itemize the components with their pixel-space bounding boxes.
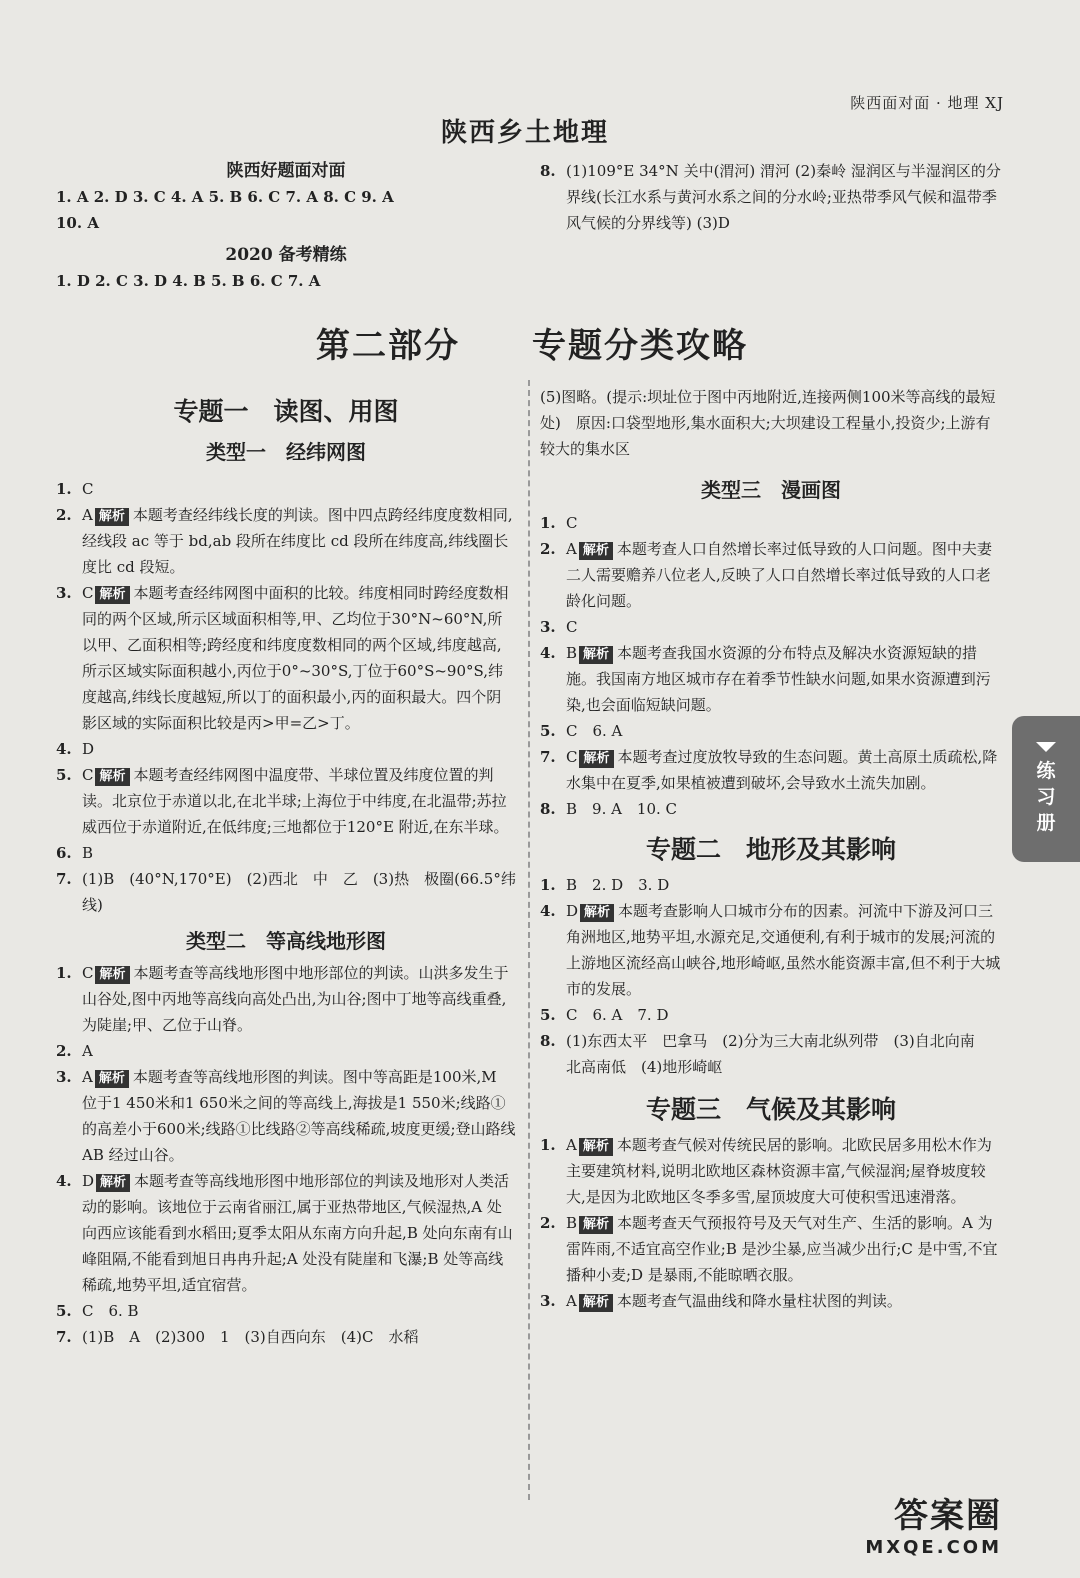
answer-text: D [566, 902, 579, 920]
answers-2020: 1. D 2. C 3. D 4. B 5. B 6. C 7. A [56, 272, 321, 290]
list-item [56, 736, 516, 762]
item-body [82, 476, 516, 502]
item-body [82, 1168, 516, 1298]
left-top-block [56, 158, 516, 294]
item-body [82, 762, 516, 840]
analysis-tag: 解析 [579, 1138, 613, 1156]
explanation-text: 本题考查经纬网图中温度带、半球位置及纬度位置的判读。北京位于赤道以北,在北半球;上海位于中纬度,在北温带;苏拉威西位于赤道附近,在低纬度;三地都位于120°E 附近,在东半球。 [82, 766, 509, 836]
item-number: 7. [56, 1328, 72, 1346]
item-body [566, 1028, 1002, 1080]
list-item [540, 744, 1002, 796]
list-item [56, 476, 516, 502]
answer-text: C [82, 964, 94, 982]
type-3-list [540, 510, 1002, 822]
list-item [540, 1210, 1002, 1288]
answer-text: C 6. A 7. D [566, 1006, 669, 1024]
topic-2-heading: 专题二 地形及其影响 [645, 835, 896, 864]
answer-text: B 2. D 3. D [566, 876, 670, 894]
item-body [566, 1132, 1002, 1210]
explanation-text: 本题考查气候对传统民居的影响。北欧民居多用松木作为主要建筑材料,说明北欧地区森林资源丰富,气候湿润;屋脊坡度较大,是因为北欧地区冬季多雪,屋顶坡度大可使积雪迅速滑落。 [566, 1136, 992, 1206]
explanation-text: 本题考查天气预报符号及天气对生产、生活的影响。A 为雷阵雨,不适宜高空作业;B 是沙尘暴,应当减少出行;C 是中雪,不宜播种小麦;D 是暴雨,不能晾晒衣服。 [566, 1214, 998, 1284]
type-1-list [56, 476, 516, 918]
item-number: 1. [56, 480, 72, 498]
answer-text: (1)东西太平 巴拿马 (2)分为三大南北纵列带 (3)自北向南 北高南低 (4)地形崎岖 [566, 1032, 990, 1076]
list-item [56, 1324, 516, 1350]
practice-book-tab [1012, 716, 1080, 862]
answer-text: B [566, 644, 578, 662]
list-item [56, 1038, 516, 1064]
explanation-text: 本题考查等高线地形图中地形部位的判读。山洪多发生于山谷处,图中丙地等高线向高处凸出,为山谷;图中丁地等高线重叠,为陡崖;甲、乙位于山脊。 [82, 964, 509, 1034]
item-number: 2. [56, 1042, 72, 1060]
analysis-tag: 解析 [579, 1294, 613, 1312]
list-item [56, 1168, 516, 1298]
analysis-tag: 解析 [579, 1216, 613, 1234]
answer-text: A [566, 540, 577, 558]
answer-text: C [82, 480, 94, 498]
explanation-text: 本题考查气温曲线和降水量柱状图的判读。 [616, 1292, 902, 1310]
answer-text: D [82, 740, 95, 758]
answer-text: A [566, 1292, 577, 1310]
list-item [540, 536, 1002, 614]
item-number: 4. [540, 644, 556, 662]
item-number: 8. [540, 800, 556, 818]
list-item [540, 640, 1002, 718]
item-number: 1. [540, 1136, 556, 1154]
item-number: 1. [540, 514, 556, 532]
list-item [56, 580, 516, 736]
item-number: 5. [56, 766, 72, 784]
item-body [82, 1324, 516, 1350]
item-number: 6. [56, 844, 72, 862]
item-body [566, 744, 1002, 796]
type-2-heading: 类型二 等高线地形图 [186, 929, 386, 953]
list-item [540, 1288, 1002, 1314]
item-body [566, 1002, 1002, 1028]
section-good-questions: 陕西好题面对面 [226, 161, 346, 181]
list-item [540, 872, 1002, 898]
item-number: 5. [540, 722, 556, 740]
item-body [566, 718, 1002, 744]
explanation-text: 本题考查等高线地形图的判读。图中等高距是100米,M 位于1 450米和1 650米之间的等高线上,海拔是1 550米;线路①的高差小于600米;线路①比线路②等高线稀疏,坡度更缓;登山路线 AB 经过山谷。 [82, 1068, 516, 1164]
tab-arrow-icon [1036, 742, 1056, 752]
watermark-logo: 答案圈 [894, 1496, 1002, 1536]
analysis-tag: 解析 [580, 904, 614, 922]
item-body [566, 1210, 1002, 1288]
answer-text: C [566, 514, 578, 532]
answer-text: A [82, 1042, 93, 1060]
item-body [82, 1298, 516, 1324]
item-body [82, 580, 516, 736]
answer-text: C [82, 584, 94, 602]
item-number: 2. [540, 540, 556, 558]
explanation-text: 本题考查人口自然增长率过低导致的人口问题。图中夫妻二人需要赡养八位老人,反映了人口自然增长率过低导致的人口老龄化问题。 [566, 540, 992, 610]
analysis-tag: 解析 [579, 750, 613, 768]
item-body [82, 840, 516, 866]
good-answers-line2: 10. A [56, 214, 99, 232]
answer-text: B 9. A 10. C [566, 800, 678, 818]
explanation-text: 本题考查影响人口城市分布的因素。河流中下游及河口三角洲地区,地势平坦,水源充足,交通便利,有利于城市的发展;河流的上游地区流经高山峡谷,地形崎岖,虽然水能资源丰富,但不利于大城市的发展。 [566, 902, 1001, 998]
right-top-block [540, 158, 1002, 236]
item-number: 2. [56, 506, 72, 524]
answer-text: (1)B A (2)300 1 (3)自西向东 (4)C 水稻 [82, 1328, 419, 1346]
answer-text: C [566, 748, 578, 766]
item-number: 8. [540, 162, 556, 180]
item-body [82, 960, 516, 1038]
item-body [82, 1064, 516, 1168]
explanation-text: 本题考查经纬线长度的判读。图中四点跨经纬度度数相同,经线段 ac 等于 bd,ab 段所在纬度比 cd 段所在纬度高,纬线圈长度比 cd 段短。 [82, 506, 513, 576]
explanation-text: 本题考查经纬网图中面积的比较。纬度相同时跨经度数相同的两个区域,所示区域面积相等,甲、乙均位于30°N~60°N,所以甲、乙面积相等;跨经度和纬度度数相同的两个区域,纬度越高,所示区域实际面积越小,丙位于0°~30°S,丁位于60°S~90°S,纬度越高,纬线长度越短,所以丁的面积最小,丙的面积最大。四个阴影区域的实际面积比较是丙>甲=乙>丁。 [82, 584, 509, 732]
list-item [56, 866, 516, 918]
list-item [540, 614, 1002, 640]
item-number: 4. [56, 1172, 72, 1190]
item-number: 3. [56, 584, 72, 602]
tab-char: 练 [1036, 760, 1056, 782]
item-number: 7. [540, 748, 556, 766]
list-item [56, 502, 516, 580]
list-item [56, 1064, 516, 1168]
tab-char: 册 [1036, 812, 1056, 834]
item-text: (1)109°E 34°N 关中(渭河) 渭河 (2)秦岭 湿润区与半湿润区的分界线(长江水系与黄河水系之间的分水岭;亚热带季风气候和温带季风气候的分界线等) (3)D [566, 162, 1001, 232]
analysis-tag: 解析 [95, 768, 129, 786]
item-body [82, 1038, 516, 1064]
answer-text: A [566, 1136, 577, 1154]
item-number: 1. [56, 964, 72, 982]
item-number: 5. [56, 1302, 72, 1320]
list-item [540, 796, 1002, 822]
item-body [566, 510, 1002, 536]
item-body [82, 736, 516, 762]
answer-text: C 6. A [566, 722, 623, 740]
item-number: 7. [56, 870, 72, 888]
item-body [566, 1288, 1002, 1314]
list-item [540, 1132, 1002, 1210]
explanation-text: 本题考查等高线地形图中地形部位的判读及地形对人类活动的影响。该地位于云南省丽江,属于亚热带地区,气候湿热,A 处向西应该能看到水稻田;夏季太阳从东南方向升起,B 处向东南有山峰阻隔,不能看到旭日冉冉升起;A 处没有陡崖和飞瀑;B 处等高线稀疏,地势平坦,适宜宿营。 [82, 1172, 513, 1294]
topic-3-list [540, 1132, 1002, 1314]
item-body [566, 898, 1002, 1002]
analysis-tag: 解析 [579, 646, 613, 664]
answer-text: B [82, 844, 94, 862]
analysis-tag: 解析 [95, 966, 129, 984]
list-item [540, 158, 1002, 236]
list-item [56, 762, 516, 840]
item-number: 2. [540, 1214, 556, 1232]
item-body [566, 536, 1002, 614]
type-2-continuation: (5)图略。(提示:坝址位于图中丙地附近,连接两侧100米等高线的最短处) 原因:口袋型地形,集水面积大;大坝建设工程量小,投资少;上游有较大的集水区 [540, 388, 996, 458]
type-1-heading: 类型一 经纬网图 [206, 440, 366, 464]
topic-2-list [540, 872, 1002, 1080]
answer-text: C 6. B [82, 1302, 139, 1320]
explanation-text: 本题考查过度放牧导致的生态问题。黄土高原土质疏松,降水集中在夏季,如果植被遭到破坏,会导致水土流失加剧。 [566, 748, 998, 792]
list-item [540, 898, 1002, 1002]
item-body [566, 640, 1002, 718]
analysis-tag: 解析 [95, 1070, 129, 1088]
answer-text: C [566, 618, 578, 636]
item-body [566, 872, 1002, 898]
item-number: 3. [540, 618, 556, 636]
item-number: 5. [540, 1006, 556, 1024]
list-item [56, 960, 516, 1038]
item-body [566, 614, 1002, 640]
type-3-heading: 类型三 漫画图 [701, 478, 841, 502]
good-answers-line1: 1. A 2. D 3. C 4. A 5. B 6. C 7. A 8. C 9. A [56, 188, 394, 206]
item-number: 3. [56, 1068, 72, 1086]
tab-char: 习 [1036, 786, 1056, 808]
item-number: 8. [540, 1032, 556, 1050]
answer-text: D [82, 1172, 95, 1190]
local-geography-title: 陕西乡土地理 [440, 118, 609, 148]
item-body [566, 796, 1002, 822]
analysis-tag: 解析 [95, 508, 129, 526]
answer-text: (1)B (40°N,170°E) (2)西北 中 乙 (3)热 极圈(66.5°纬线) [82, 870, 516, 914]
list-item [56, 840, 516, 866]
part-two-title: 第二部分 专题分类攻略 [316, 326, 748, 366]
left-column [56, 392, 516, 1350]
item-number: 4. [56, 740, 72, 758]
topic-3-heading: 专题三 气候及其影响 [645, 1095, 896, 1124]
answer-text: A [82, 506, 93, 524]
analysis-tag: 解析 [579, 542, 613, 560]
section-2020: 2020 备考精练 [225, 245, 347, 265]
right-column [540, 384, 1002, 1314]
item-number: 4. [540, 902, 556, 920]
list-item [56, 1298, 516, 1324]
running-header: 陕西面对面 · 地理 XJ [850, 94, 1004, 112]
item-body [82, 866, 516, 918]
column-divider [528, 380, 530, 1500]
list-item [540, 718, 1002, 744]
answer-text: C [82, 766, 94, 784]
item-number: 1. [540, 876, 556, 894]
answer-text: B [566, 1214, 578, 1232]
type-2-list [56, 960, 516, 1350]
topic-1-heading: 专题一 读图、用图 [173, 397, 399, 426]
item-body [82, 502, 516, 580]
analysis-tag: 解析 [96, 1174, 130, 1192]
list-item [540, 1028, 1002, 1080]
answer-text: A [82, 1068, 93, 1086]
watermark-url: MXQE.COM [865, 1537, 1002, 1558]
explanation-text: 本题考查我国水资源的分布特点及解决水资源短缺的措施。我国南方地区城市存在着季节性缺水问题,如果水资源遭到污染,也会面临短缺问题。 [566, 644, 991, 714]
list-item [540, 510, 1002, 536]
item-number: 3. [540, 1292, 556, 1310]
watermark [865, 1488, 1002, 1558]
list-item [540, 1002, 1002, 1028]
analysis-tag: 解析 [95, 586, 129, 604]
